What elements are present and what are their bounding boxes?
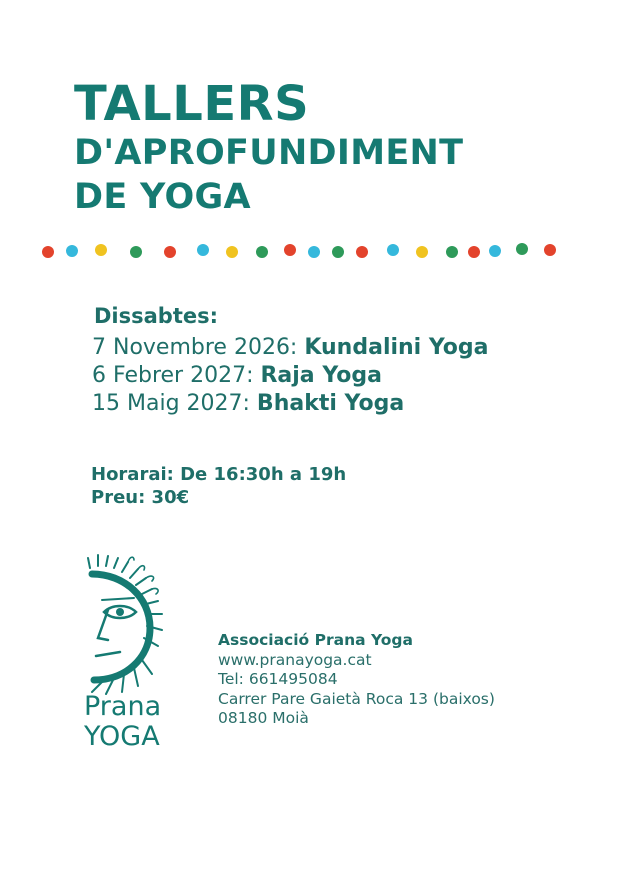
title-line-1: TALLERS	[74, 76, 310, 132]
logo-text	[84, 692, 161, 752]
schedule-item	[92, 362, 489, 390]
schedule-workshop: Raja Yoga	[260, 363, 382, 388]
decorative-dot	[95, 244, 107, 256]
decorative-dot	[516, 243, 528, 255]
website-link[interactable]: www.pranayoga.cat	[218, 650, 372, 669]
schedule	[92, 304, 489, 418]
phone-number: Tel: 661495084	[218, 670, 338, 688]
page-title	[74, 76, 464, 217]
decorative-dot	[544, 244, 556, 256]
schedule-heading: Dissabtes:	[94, 304, 219, 328]
postal-city: 08180 Moià	[218, 709, 309, 727]
price: Preu: 30€	[91, 487, 190, 508]
decorative-dot	[130, 246, 142, 258]
decorative-dot	[489, 245, 501, 257]
title-line-3: DE YOGA	[74, 177, 251, 217]
decorative-dot	[42, 246, 54, 258]
decorative-dot	[446, 246, 458, 258]
decorative-dot	[332, 246, 344, 258]
schedule-item	[92, 334, 489, 362]
decorative-dot	[387, 244, 399, 256]
schedule-workshop: Kundalini Yoga	[304, 335, 489, 360]
organization-name: Associació Prana Yoga	[218, 631, 413, 649]
decorative-dot	[284, 244, 296, 256]
decorative-dot	[197, 244, 209, 256]
title-line-2: D'APROFUNDIMENT	[74, 133, 464, 173]
schedule-date: 6 Febrer 2027:	[92, 363, 254, 388]
schedule-date: 15 Maig 2027:	[92, 391, 250, 416]
decorative-dot	[226, 246, 238, 258]
decorative-dot	[164, 246, 176, 258]
workshop-details	[91, 463, 346, 509]
contact-info	[218, 631, 495, 729]
schedule-date: 7 Novembre 2026:	[92, 335, 298, 360]
schedule-workshop: Bhakti Yoga	[256, 391, 405, 416]
logo-line-yoga: YOGA	[84, 721, 160, 752]
decorative-dot	[356, 246, 368, 258]
decorative-dot	[66, 245, 78, 257]
schedule-item	[92, 390, 489, 418]
logo-line-prana: Prana	[84, 691, 162, 722]
decorative-dot	[468, 246, 480, 258]
decorative-dot	[416, 246, 428, 258]
decorative-dot	[308, 246, 320, 258]
decorative-dot	[256, 246, 268, 258]
street-address: Carrer Pare Gaietà Roca 13 (baixos)	[218, 689, 495, 708]
schedule-hours: Horarai: De 16:30h a 19h	[91, 464, 347, 485]
